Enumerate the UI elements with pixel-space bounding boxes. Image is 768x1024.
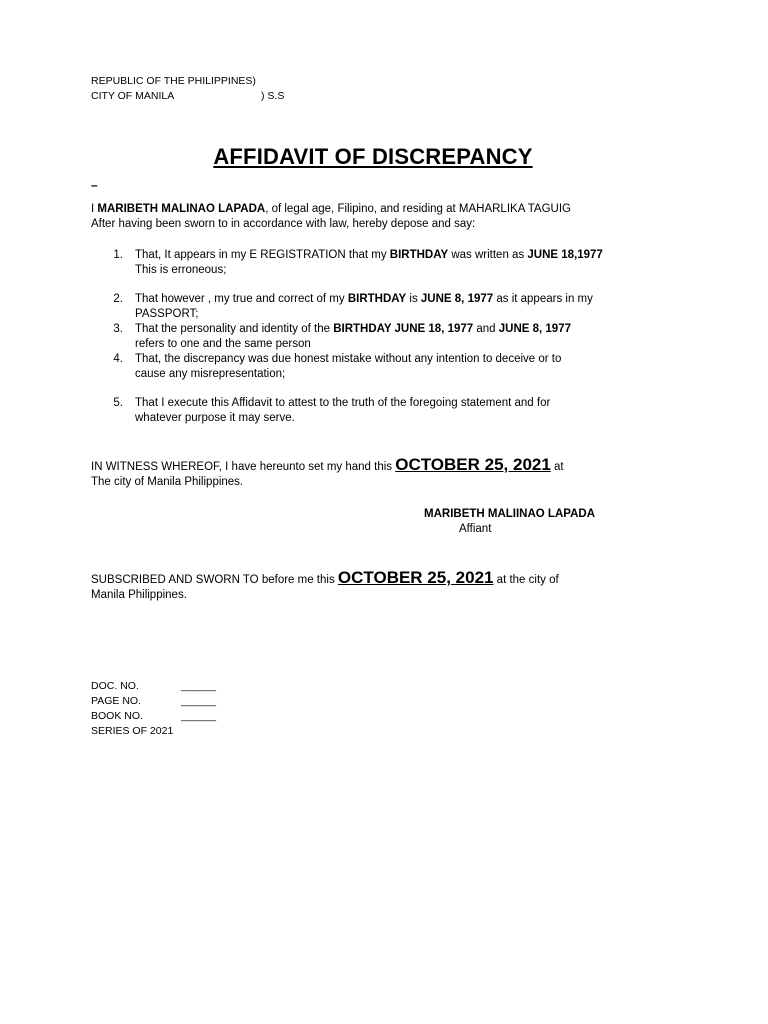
list-item-4 — [91, 352, 691, 382]
item-3-number: 3. — [113, 323, 123, 335]
witness-prefix: IN WITNESS WHEREOF, I have hereunto set my hand this — [91, 461, 396, 473]
item-3-line-1 — [91, 322, 691, 337]
witness-line-2: The city of Manila Philippines. — [91, 476, 244, 488]
notarial-register-block — [91, 679, 216, 739]
venue-city-row — [91, 89, 284, 104]
book-no-row — [91, 709, 216, 724]
jurat-line-2: Manila Philippines. — [91, 589, 187, 601]
item-5-text-line2: whatever purpose it may serve. — [135, 412, 295, 424]
intro-paragraph — [91, 202, 691, 232]
item-4-number: 4. — [113, 353, 123, 365]
intro-prefix: I — [91, 203, 98, 215]
item-4-text-line2: cause any misrepresentation; — [135, 368, 286, 380]
page-no-row — [91, 694, 216, 709]
item-3-bold-d: JUNE 8, 1977 — [498, 323, 571, 335]
item-1-bold-d: JUNE 18,1977 — [527, 249, 603, 261]
page-no-label: PAGE NO. — [91, 695, 141, 707]
book-no-label: BOOK NO. — [91, 710, 143, 722]
item-1-text-a: That, It appears in my E REGISTRATION that my — [135, 249, 390, 261]
item-1-text-line2: This is erroneous; — [135, 264, 227, 276]
item-1-text-c: was written as — [448, 249, 528, 261]
item-4-text-line1: That, the discrepancy was due honest mistake without any intention to deceive or to — [135, 353, 562, 365]
jurat-suffix: at the city of — [493, 574, 559, 586]
doc-no-blank: ______ — [181, 680, 217, 692]
item-2-text-a: That however , my true and correct of my — [135, 293, 348, 305]
witness-paragraph — [91, 457, 711, 490]
witness-line-1 — [91, 457, 711, 475]
affiant-name: MARIBETH MALIINAO LAPADA — [424, 508, 595, 520]
item-2-bold-b: BIRTHDAY — [347, 293, 407, 305]
item-4-line-2 — [91, 367, 691, 382]
item-2-text-c: is — [406, 293, 421, 305]
item-2-number: 2. — [113, 293, 123, 305]
intro-rest: , of legal age, Filipino, and residing at MAHARLIKA TAGUIG — [265, 203, 571, 215]
item-5-number: 5. — [113, 397, 123, 409]
affiant-name-intro: MARIBETH MALINAO LAPADA — [97, 203, 266, 215]
list-item-5 — [91, 396, 691, 426]
item-1-bold-b: BIRTHDAY — [389, 249, 449, 261]
item-3-line-2 — [91, 337, 691, 352]
doc-no-row — [91, 679, 216, 694]
item-4-line-1 — [91, 352, 691, 367]
title-dash: – — [91, 178, 98, 192]
item-2-text-e: as it appears in my — [493, 293, 593, 305]
venue-block — [91, 74, 284, 104]
witness-date: OCTOBER 25, 2021 — [395, 455, 551, 474]
item-5-line-2 — [91, 411, 691, 426]
item-2-bold-d: JUNE 8, 1977 — [420, 293, 494, 305]
venue-ss: ) S.S — [261, 90, 285, 102]
venue-city: CITY OF MANILA — [91, 90, 175, 102]
item-5-line-1 — [91, 396, 691, 411]
venue-republic: REPUBLIC OF THE PHILIPPINES) — [91, 75, 256, 87]
item-1-number: 1. — [113, 249, 123, 261]
series-row: SERIES OF 2021 — [91, 725, 174, 737]
doc-no-label: DOC. NO. — [91, 680, 139, 692]
book-no-blank: ______ — [181, 710, 217, 722]
item-3-text-c: and — [473, 323, 499, 335]
item-1-line-1 — [91, 248, 691, 263]
jurat-date: OCTOBER 25, 2021 — [337, 568, 494, 587]
witness-suffix: at — [550, 461, 564, 473]
jurat-line-1 — [91, 570, 711, 588]
item-1-line-2 — [91, 263, 691, 278]
item-3-text-line2: refers to one and the same person — [135, 338, 311, 350]
item-2-line-1 — [91, 292, 691, 307]
affiant-role: Affiant — [459, 523, 492, 535]
affiant-signature-block — [424, 507, 595, 537]
item-3-text-a: That the personality and identity of the — [135, 323, 334, 335]
item-5-text-line1: That I execute this Affidavit to attest to the truth of the foregoing statement and for — [135, 397, 551, 409]
list-item-3 — [91, 322, 691, 352]
intro-line-2: After having been sworn to in accordance with law, hereby depose and say: — [91, 218, 476, 230]
intro-line-1 — [91, 202, 691, 217]
item-2-text-line2: PASSPORT; — [135, 308, 199, 320]
item-2-line-2 — [91, 307, 691, 322]
list-item-2 — [91, 292, 691, 322]
jurat-paragraph — [91, 570, 711, 603]
document-title: AFFIDAVIT OF DISCREPANCY — [213, 144, 533, 169]
jurat-prefix: SUBSCRIBED AND SWORN TO before me this — [91, 574, 338, 586]
list-item-1 — [91, 248, 691, 278]
page-no-blank: ______ — [181, 695, 217, 707]
item-3-bold-b: BIRTHDAY JUNE 18, 1977 — [333, 323, 474, 335]
